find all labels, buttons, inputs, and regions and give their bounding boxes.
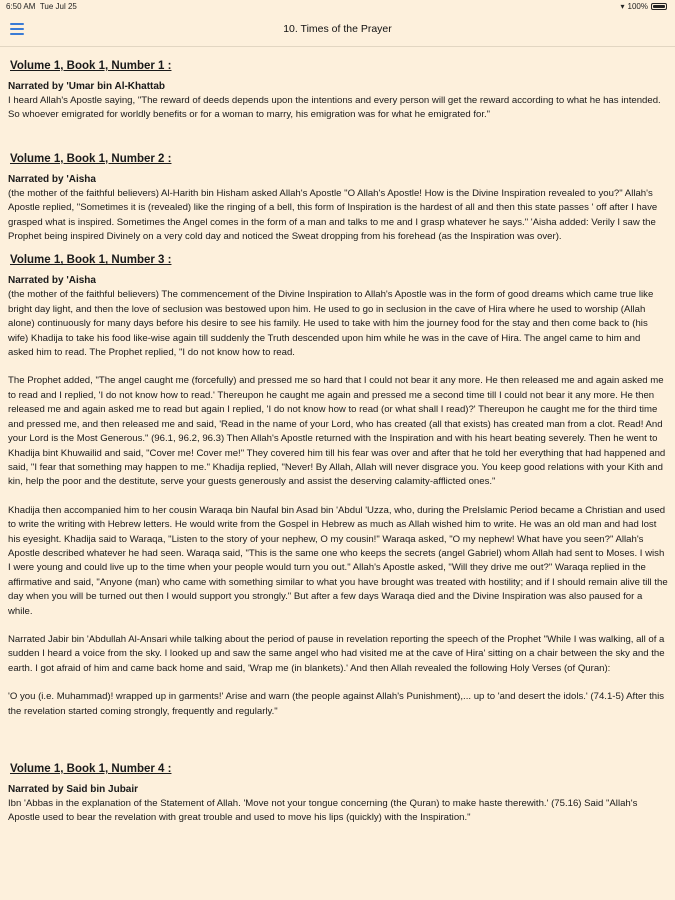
hadith-narrator: Narrated by 'Umar bin Al-Khattab — [8, 81, 166, 92]
hadith-text: The Prophet added, "The angel caught me (forcefully) and pressed me so hard that I could not bear it any more. He then released me and again asked me to read and I replied, 'I do not know how to read.' Thereupon he caught me again and pressed me a second time till I could not bear it any more. He then released me and again asked me to read but again I replied, 'I do not know how to read (or what shall I read)?' Thereupon he caught me for the third time and pressed me, and then released me and said, 'Read in the name of your Lord, who has created (all that exists) has created man from a clot. Read! And your Lord is the Most Generous." (96.1, 96.2, 96.3) Then Allah's Apostle returned with the Inspiration and with his heart beating severely. Then he went to Khadija bint Khuwailid and said, "Cover me! Cover me!" They covered him till his fear was over and after that he told her everything that had happened and said, "I fear that something may happen to me." Khadija replied, "Never! By Allah, Allah will never disgrace you. You keep good relations with your Kith and kin, help the poor and the destitute, serve your guests generously and assist the deserving calamity-afflicted ones." — [8, 375, 666, 488]
hadith-text: Khadija then accompanied him to her cousin Waraqa bin Naufal bin Asad bin 'Abdul 'Uzza, who, during the PreIslamic Period became a Christian and used to write the writing with Hebrew letters. He would write from the Gospel in Hebrew as much as Allah wished him to write. He was an old man and had lost his eyesight. Khadija said to Waraqa, "Listen to the story of your nephew, O my cousin!" Waraqa asked, "O my nephew! What have you seen?" Allah's Apostle described whatever he had seen. Waraqa said, "This is the same one who keeps the secrets (angel Gabriel) whom Allah had sent to Moses. I wish I were young and could live up to the time when your people would turn you out." Allah's Apostle asked, "Will they drive me out?" Waraqa replied in the affirmative and said, "Anyone (man) who came with something similar to what you have brought was treated with hostility; and if I should remain alive till the day when you will be turned out then I would support you strongly." But after a few days Waraqa died and the Divine Inspiration was also paused for a while. — [8, 504, 668, 617]
page-title: 10. Times of the Prayer — [283, 23, 392, 35]
status-right — [621, 2, 667, 11]
status-bar — [0, 0, 675, 14]
hadith-text: I heard Allah's Apostle saying, "The reward of deeds depends upon the intentions and every person will get the reward according to what he has intended. So whoever emigrated for worldly benefits or for a woman to marry, his emigration was for what he emigrated for." — [8, 95, 661, 121]
hadith-title: Volume 1, Book 1, Number 4 : — [10, 763, 172, 775]
hadith-text: 'O you (i.e. Muhammad)! wrapped up in garments!' Arise and warn (the people against Allah's Punishment),... up to 'and desert the idols.' (74.1-5) After this the revelation started coming strongly, frequently and regularly." — [8, 691, 665, 717]
hadith-list[interactable] — [8, 58, 668, 840]
hadith-title: Volume 1, Book 1, Number 3 : — [10, 254, 172, 267]
hadith-title: Volume 1, Book 1, Number 2 : — [10, 152, 172, 165]
hadith-text: Narrated Jabir bin 'Abdullah Al-Ansari while talking about the period of pause in revelation reporting the speech of the Prophet "While I was walking, all of a sudden I heard a voice from the sky. I looked up and saw the same angel who had visited me at the cave of Hira' sitting on a chair between the sky and the earth. I got afraid of him and came back home and said, 'Wrap me (in blankets).' And then Allah revealed the following Holy Verses (of Quran): — [8, 633, 665, 674]
battery-icon — [651, 3, 667, 10]
status-date: Tue Jul 25 — [39, 2, 77, 11]
hadith-text: Ibn 'Abbas in the explanation of the Statement of Allah. 'Move not your tongue concerning (the Quran) to make haste therewith.' (75.16) Said "Allah's Apostle used to bear the revelation with great trouble and used to move his lips (quickly) with the Inspiration." — [8, 798, 638, 824]
hadith-narrator: Narrated by Said bin Jubair — [8, 784, 139, 795]
hadith-narrator: Narrated by 'Aisha — [8, 275, 96, 287]
navigation-bar — [0, 14, 675, 47]
hadith-item — [8, 252, 668, 719]
hadith-narrator: Narrated by 'Aisha — [8, 173, 96, 185]
hadith-item — [8, 151, 668, 245]
hadith-item — [8, 761, 668, 826]
battery-percent: 100% — [627, 2, 648, 11]
status-time-text: 6:50 AM — [6, 2, 36, 11]
wifi-icon: ▾ — [620, 2, 625, 11]
hadith-item — [8, 58, 668, 123]
status-time — [6, 2, 77, 11]
hadith-text: (the mother of the faithful believers) The commencement of the Divine Inspiration to Allah's Apostle was in the form of good dreams which came true like bright day light, and then the love of seclusion was bestowed upon him. He used to go in seclusion in the cave of Hira where he used to worship (Allah alone) continuously for many days before his desire to see his family. He used to take with him the journey food for the stay and then come back to (his wife) Khadija to take his food like-wise again till suddenly the Truth descended upon him while he was in the cave of Hira. The angel came to him and asked him to read. The Prophet replied, "I do not know how to read. — [8, 289, 654, 359]
hadith-title: Volume 1, Book 1, Number 1 : — [10, 60, 172, 72]
hadith-text: (the mother of the faithful believers) Al-Harith bin Hisham asked Allah's Apostle "O Allah's Apostle! How is the Divine Inspiration revealed to you?" Allah's Apostle replied, "Sometimes it is (revealed) like the ringing of a bell, this form of Inspiration is the hardest of all and then this state passes ' off after I have grasped what is inspired. Sometimes the Angel comes in the form of a man and talks to me and I grasp whatever he says." 'Aisha added: Verily I saw the Prophet being inspired Divinely on a very cold day and noticed the Sweat dropping from his forehead (as the Inspiration was over). — [8, 187, 658, 243]
